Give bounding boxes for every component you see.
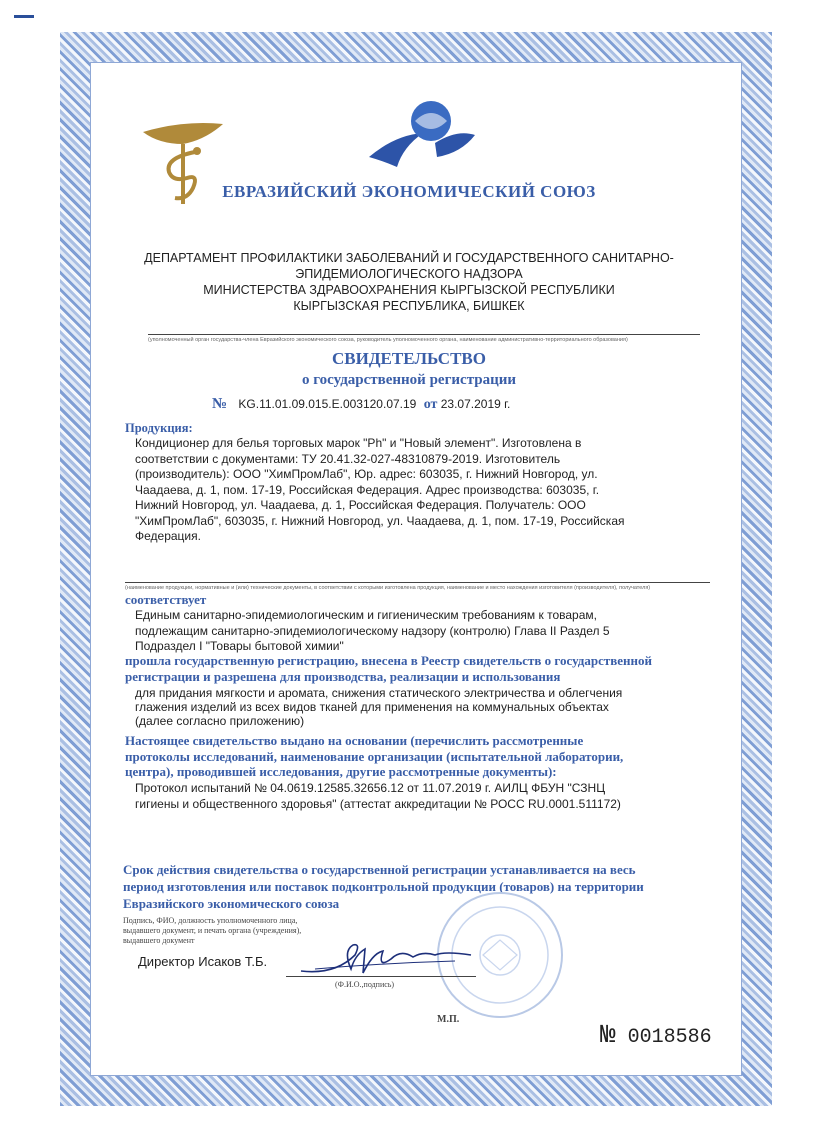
date-prefix: от <box>423 397 438 412</box>
department-line: МИНИСТЕРСТВА ЗДРАВООХРАНЕНИЯ КЫРГЫЗСКОЙ РЕСПУБЛИКИ <box>203 283 615 297</box>
department-line: ЭПИДЕМИОЛОГИЧЕСКОГО НАДЗОРА <box>295 267 523 281</box>
basis-line: Протокол испытаний № 04.0619.12585.32656.12 от 11.07.2019 г. АИЛЦ ФБУН "СЗНЦ <box>135 781 606 795</box>
product-line: соответствии с документами: ТУ 20.41.32-027-48310879-2019. Изготовитель <box>135 451 561 466</box>
certificate-title: СВИДЕТЕЛЬСТВО <box>332 349 486 368</box>
blank-number-value: 0018586 <box>627 1026 712 1049</box>
basis-label-line: Настоящее свидетельство выдано на основании (перечислить рассмотренные <box>125 733 584 748</box>
department-line: КЫРГЫЗСКАЯ РЕСПУБЛИКА, БИШКЕК <box>293 299 525 313</box>
fio-caption: (Ф.И.О.,подпись) <box>335 980 395 989</box>
certificate-number-line <box>212 396 510 413</box>
product-line: (производитель): ООО "ХимПромЛаб", Юр. адрес: 603035, г. Нижний Новгород, ул. <box>135 467 598 481</box>
conformity-line: Единым санитарно-эпидемиологическим и гигиеническим требованиям к товарам, <box>135 608 597 622</box>
number-sign: № <box>212 396 228 412</box>
basis-text <box>135 781 621 812</box>
basis-label-line: центра), проводившей исследования, другие рассмотренные документы): <box>125 764 557 779</box>
eaeu-emblem <box>365 95 477 175</box>
issuing-department <box>0 250 818 314</box>
registration-label-line: прошла государственную регистрацию, внесена в Реестр свидетельств о государственной <box>125 653 652 668</box>
conformity-line: Подраздел I "Товары бытовой химии" <box>135 639 344 653</box>
product-line: Нижний Новгород, ул. Чаадаева, д. 1, Российская Федерация. Получатель: ООО <box>135 498 586 512</box>
validity-line: период изготовления или поставок подконтрольной продукции (товаров) на территории <box>123 879 644 894</box>
registration-line: для придания мягкости и аромата, снижения статического электричества и облегчения <box>135 686 623 700</box>
stamp-place-label: М.П. <box>437 1014 460 1025</box>
department-line: ДЕПАРТАМЕНТ ПРОФИЛАКТИКИ ЗАБОЛЕВАНИЙ И ГОСУДАРСТВЕННОГО САНИТАРНО- <box>144 251 674 265</box>
basis-label-line: протоколы исследований, наименование организации (испытательной лаборатории, <box>125 748 624 764</box>
registration-label <box>125 653 652 684</box>
conformity-text <box>135 608 610 655</box>
organ-caption: (уполномоченный орган государства-члена Евразийского экономического союза, руководитель уполномоченного органа, наименование административно-территориального образования) <box>148 334 700 343</box>
certificate-subtitle: о государственной регистрации <box>301 372 517 388</box>
validity-line: Евразийского экономического союза <box>123 896 340 911</box>
product-text <box>135 436 625 545</box>
registration-text <box>135 686 622 728</box>
signature-caption-line: Подпись, ФИО, должность уполномоченного лица, <box>123 916 298 925</box>
union-name: ЕВРАЗИЙСКИЙ ЭКОНОМИЧЕСКИЙ СОЮЗ <box>222 182 596 201</box>
certificate-date: 23.07.2019 г. <box>440 397 511 411</box>
blank-number-sign: № <box>600 1020 616 1050</box>
signer-name: Директор Исаков Т.Б. <box>138 954 268 969</box>
signature-caption <box>123 916 301 946</box>
blank-number <box>600 1020 712 1050</box>
conformity-line: подлежащим санитарно-эпидемиологическому надзору (контролю) Глава II Раздел 5 <box>135 623 610 638</box>
registration-line: (далее согласно приложению) <box>135 714 305 728</box>
corner-mark <box>14 15 34 18</box>
certificate-number: KG.11.01.09.015.E.003120.07.19 <box>238 397 417 411</box>
product-caption: (наименование продукции, нормативные и (или) технические документы, в соответствии с которыми изготовлена продукция, наименование и место нахождения изготовителя (производителя), получателя) <box>125 582 710 591</box>
signature-caption-line: выдавшего документ <box>123 936 195 945</box>
basis-label <box>125 733 623 780</box>
product-line: "ХимПромЛаб", 603035, г. Нижний Новгород, ул. Чаадаева, д. 1, пом. 17-19, Российская <box>135 513 625 528</box>
validity-line: Срок действия свидетельства о государственной регистрации устанавливается на весь <box>123 862 636 877</box>
basis-line: гигиены и общественного здоровья" (аттестат аккредитации № РОСС RU.0001.511172) <box>135 796 621 811</box>
registration-label-line: регистрации и разрешена для производства, реализации и использования <box>125 668 561 684</box>
conformity-label: соответствует <box>125 592 207 607</box>
product-label: Продукция: <box>125 421 193 435</box>
product-line: Кондиционер для белья торговых марок "Ph" и "Новый элемент". Изготовлена в <box>135 436 582 450</box>
signature-caption-line: выдавшего документ, и печать органа (учреждения), <box>123 926 302 935</box>
product-line: Федерация. <box>135 529 201 543</box>
product-line: Чаадаева, д. 1, пом. 17-19, Российская Федерация. Адрес производства: 603035, г. <box>135 482 600 497</box>
registration-line: глажения изделий из всех видов тканей для применения на коммунальных объектах <box>135 700 609 714</box>
